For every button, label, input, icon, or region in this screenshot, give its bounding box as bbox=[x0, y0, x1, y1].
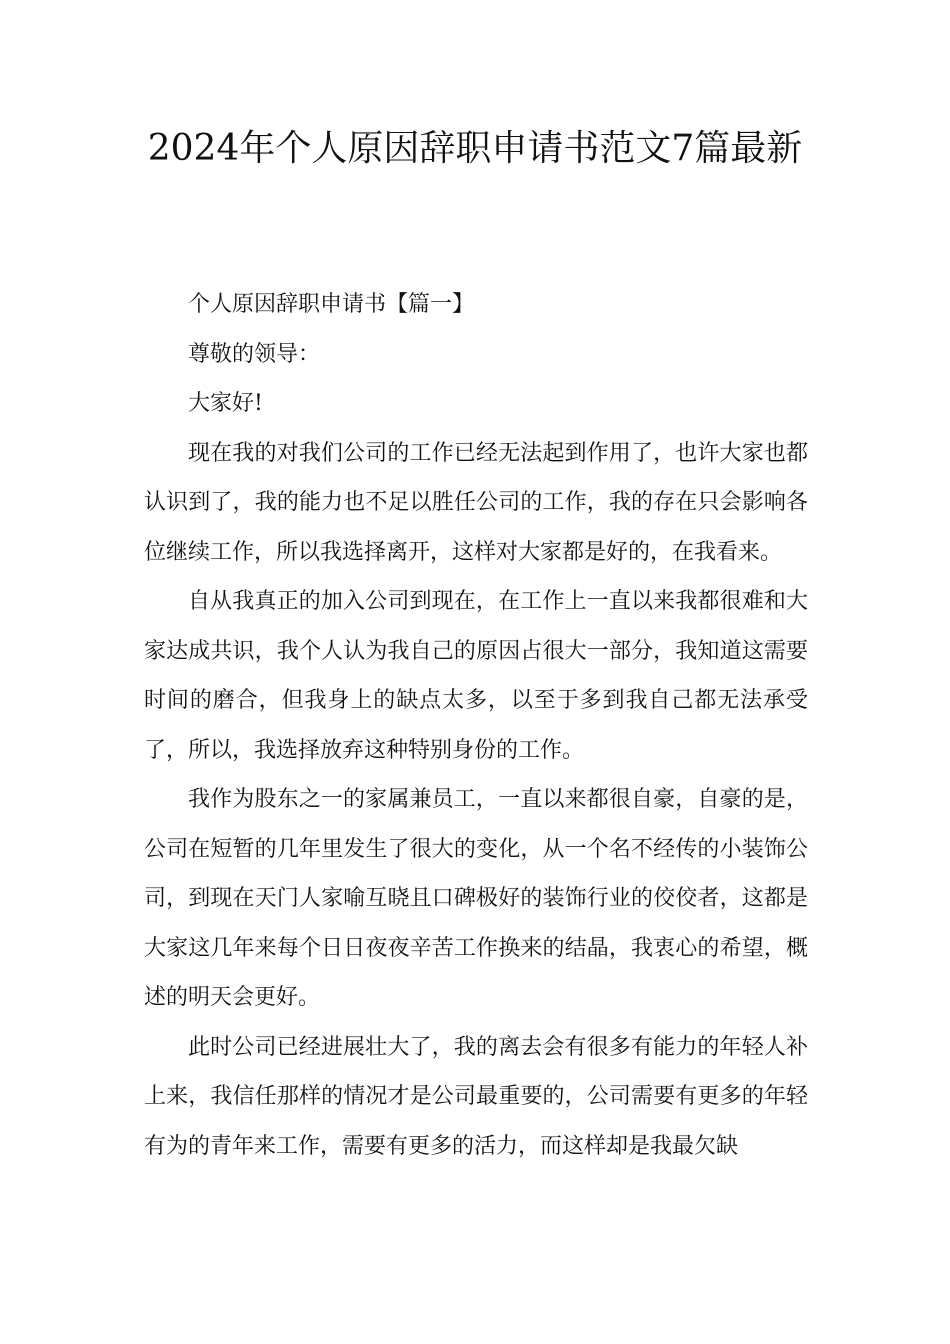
paragraph-salutation: 尊敬的领导： bbox=[188, 341, 321, 367]
paragraph-body-3: 我作为股东之一的家属兼员工，一直以来都很自豪，自豪的是，公司在短暂的几年里发生了很大的变化，从一个名不经传的小装饰公司，到现在天门人家喻互晓且口碑极好的装饰行业的佼佼者，这都是大家这几年来每个日日夜夜辛苦工作换来的结晶，我衷心的希望，概述的明天会更好。 bbox=[144, 787, 808, 1010]
paragraph-greeting: 大家好! bbox=[188, 391, 263, 416]
paragraph-body-4: 此时公司已经进展壮大了，我的离去会有很多有能力的年轻人补上来，我信任那样的情况才是公司最重要的，公司需要有更多的年轻有为的青年来工作，需要有更多的活力，而这样却是我最欠缺 bbox=[144, 1034, 808, 1159]
paragraph-body-2: 自从我真正的加入公司到现在，在工作上一直以来我都很难和大家达成共识，我个人认为我自己的原因占很大一部分，我知道这需要时间的磨合，但我身上的缺点太多，以至于多到我自己都无法承受了，所以，我选择放弃这种特别身份的工作。 bbox=[144, 589, 808, 763]
paragraph-body-1: 现在我的对我们公司的工作已经无法起到作用了，也许大家也都认识到了，我的能力也不足以胜任公司的工作，我的存在只会影响各位继续工作，所以我选择离开，这样对大家都是好的，在我看来。 bbox=[144, 440, 808, 565]
document-title: 2024年个人原因辞职申请书范文7篇最新 bbox=[147, 128, 803, 169]
paragraph-section-heading: 个人原因辞职申请书【篇一】 bbox=[188, 292, 475, 317]
document-body bbox=[144, 280, 808, 1171]
